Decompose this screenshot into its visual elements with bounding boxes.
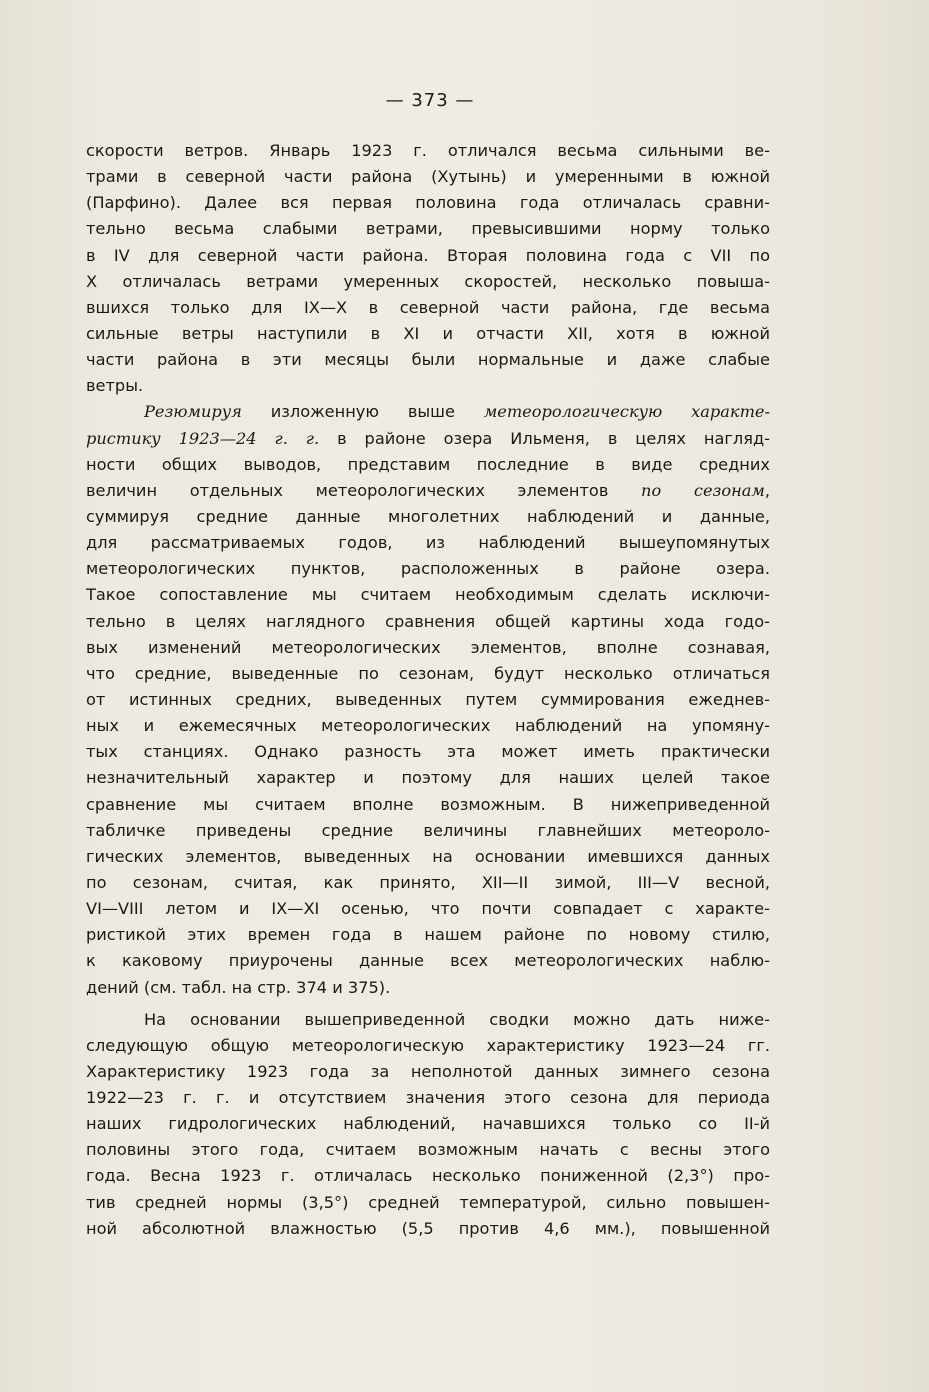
paragraph-2 — [86, 399, 770, 1000]
text-line: к каковому приурочены данные всех метеорологических наблю- — [86, 951, 770, 971]
text-line: ветры. — [86, 376, 144, 396]
text-line: для рассматриваемых годов, из наблюдений вышеупомянутых — [86, 533, 770, 553]
text-line: половины этого года, считаем возможным начать с весны этого — [86, 1140, 770, 1160]
italic-term: Резюмируя — [144, 402, 242, 422]
text-line: трами в северной части района (Хутынь) и умеренными в южной — [86, 167, 770, 187]
text-line: незначительный характер и поэтому для наших целей такое — [86, 768, 770, 788]
text-line: ристикой этих времен года в нашем районе по новому стилю, — [86, 925, 770, 945]
text-line: VI—VIII летом и IX—XI осенью, что почти совпадает с характе- — [86, 899, 770, 919]
text-line: по сезонам, считая, как принято, XII—II зимой, III—V весной, — [86, 872, 770, 892]
text-line: тельно в целях наглядного сравнения общей картины хода годо- — [86, 611, 770, 631]
text-line: метеорологических пунктов, расположенных в районе озера. — [86, 559, 770, 579]
text-line: вых изменений метеорологических элементов, вполне сознавая, — [86, 637, 770, 657]
text-line: ной абсолютной влажностью (5,5 против 4,6 мм.), повышенной — [86, 1218, 770, 1238]
text-run: изложенную выше — [241, 402, 484, 422]
text-line: гических элементов, выведенных на основании имевшихся данных — [86, 846, 770, 866]
page-number: — 373 — — [385, 90, 475, 111]
italic-term: ристику 1923—24 г. г. — [86, 428, 320, 448]
text-line: сравнение мы считаем вполне возможным. В нижеприведенной — [86, 794, 770, 814]
text-line: дений (см. табл. на стр. 374 и 375). — [86, 977, 391, 997]
text-line — [86, 426, 770, 452]
text-run: , — [764, 480, 770, 500]
text-run: в районе озера Ильменя, в целях нагляд- — [319, 428, 770, 448]
text-line: Такое сопоставление мы считаем необходимым сделать исключи- — [86, 585, 770, 605]
text-line: ных и ежемесячных метеорологических наблюдений на упомяну- — [86, 716, 770, 736]
text-line: На основании вышеприведенной сводки можно дать ниже- — [144, 1009, 770, 1029]
body-text — [86, 138, 770, 1242]
text-line: 1922—23 г. г. и отсутствием значения этого сезона для периода — [86, 1088, 770, 1108]
text-line: что средние, выведенные по сезонам, будут несколько отличаться — [86, 663, 770, 683]
text-line: (Парфино). Далее вся первая половина года отличалась сравни- — [86, 193, 770, 213]
text-line: наших гидрологических наблюдений, начавшихся только со II-й — [86, 1114, 770, 1134]
text-line: тых станциях. Однако разность эта может иметь практически — [86, 742, 770, 762]
text-line: Характеристику 1923 года за неполнотой данных зимнего сезона — [86, 1061, 770, 1081]
text-line — [86, 478, 770, 504]
text-line: вшихся только для IX—X в северной части района, где весьма — [86, 297, 770, 317]
paragraph-3 — [86, 1007, 770, 1242]
text-line: от истинных средних, выведенных путем суммирования ежеднев- — [86, 689, 770, 709]
text-line: ности общих выводов, представим последние в виде средних — [86, 454, 770, 474]
text-line: тельно весьма слабыми ветрами, превысившими норму только — [86, 219, 770, 239]
text-line: года. Весна 1923 г. отличалась несколько пониженной (2,3°) про- — [86, 1166, 770, 1186]
text-line — [86, 399, 770, 425]
italic-term: по сезонам — [641, 480, 765, 500]
text-line: в IV для северной части района. Вторая половина года с VII по — [86, 245, 770, 265]
text-line: X отличалась ветрами умеренных скоростей, несколько повыша- — [86, 271, 770, 291]
text-line: суммируя средние данные многолетних наблюдений и данные, — [86, 506, 770, 526]
paragraph-1 — [86, 138, 770, 399]
text-line: тив средней нормы (3,5°) средней температурой, сильно повышен- — [86, 1192, 770, 1212]
text-line: сильные ветры наступили в XI и отчасти XII, хотя в южной — [86, 323, 770, 343]
text-line: следующую общую метеорологическую характеристику 1923—24 гг. — [86, 1035, 770, 1055]
italic-term: метеорологическую характе- — [483, 402, 770, 422]
text-line: скорости ветров. Январь 1923 г. отличался весьма сильными ве- — [86, 141, 770, 160]
text-line: части района в эти месяцы были нормальные и даже слабые — [86, 350, 770, 370]
text-line: табличке приведены средние величины главнейших метеороло- — [86, 820, 770, 840]
text-run: величин отдельных метеорологических элементов — [86, 480, 642, 500]
